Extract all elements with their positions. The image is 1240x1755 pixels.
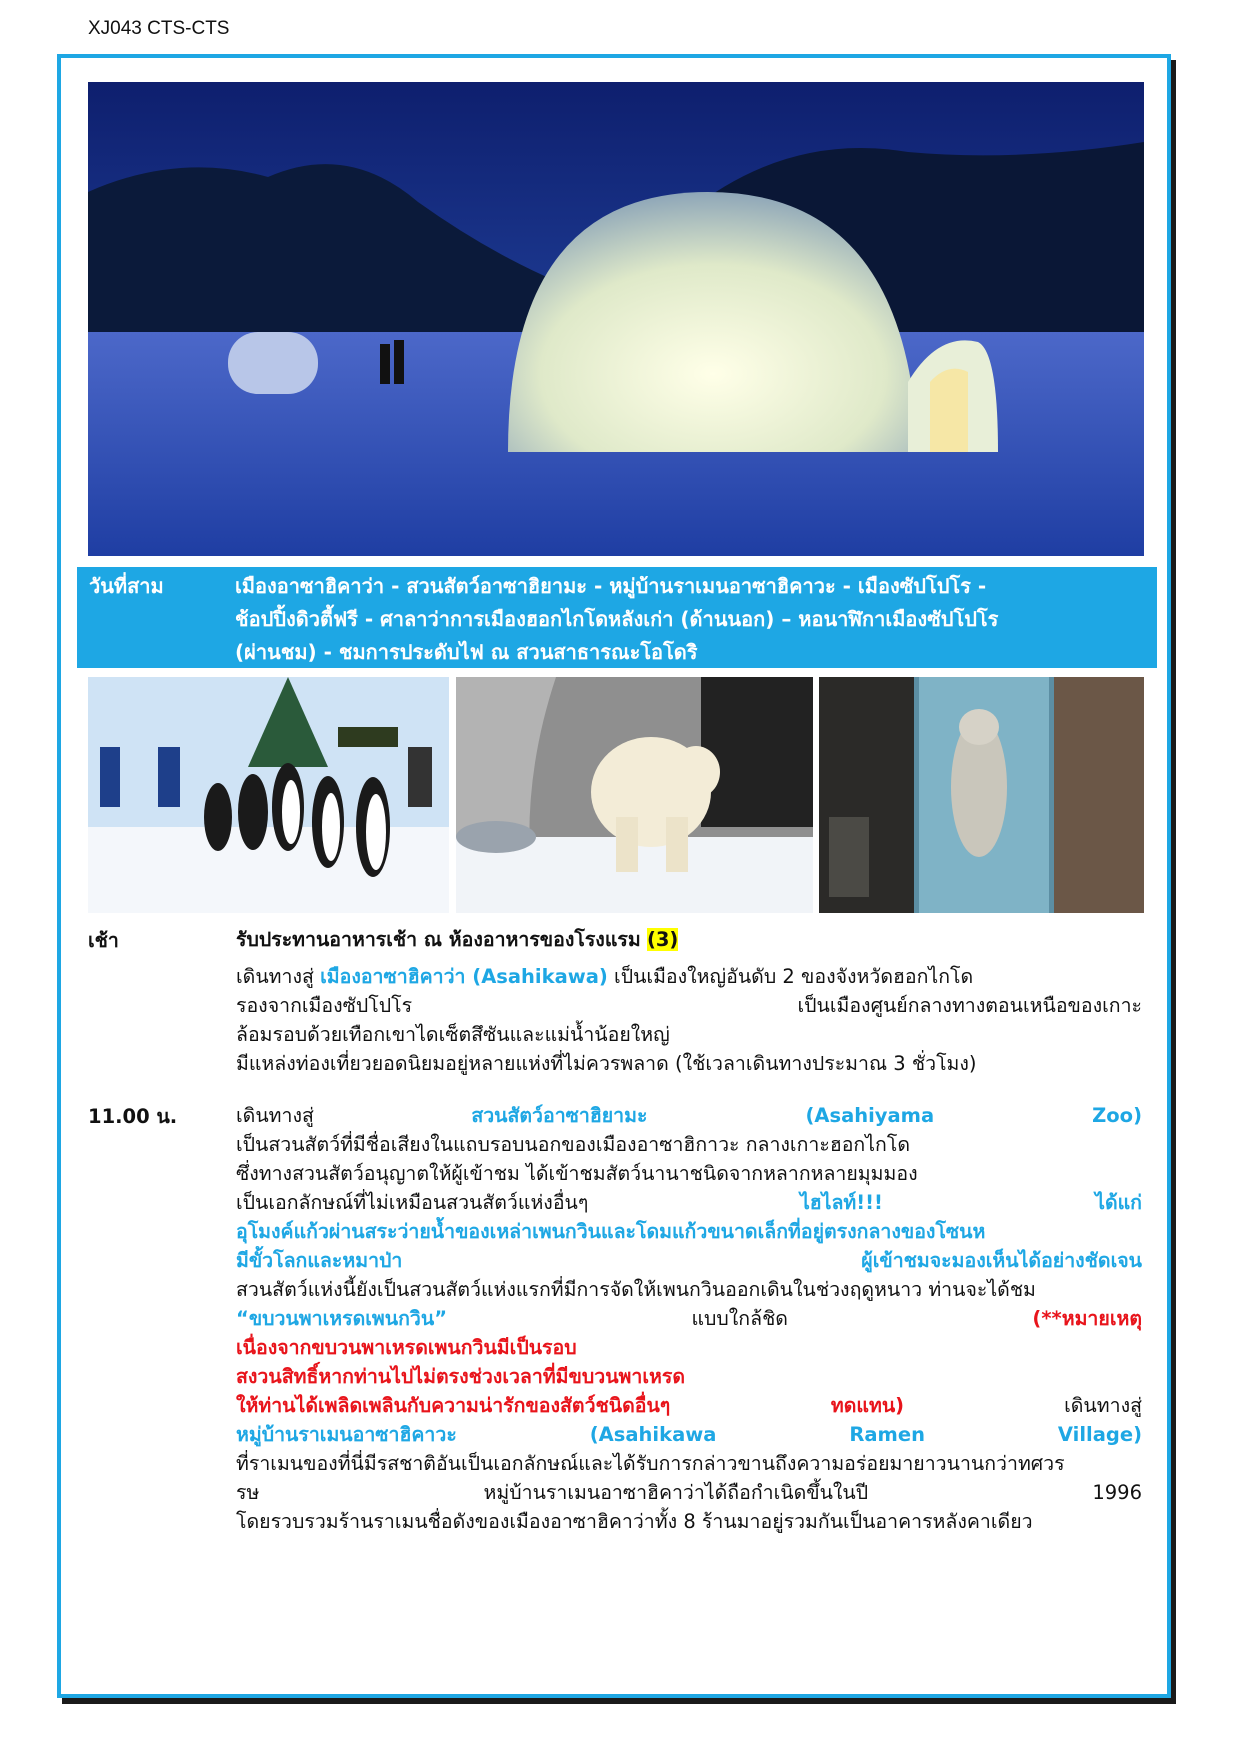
note-text: ให้ท่านได้เพลิดเพลินกับความน่ารักของสัตว์ชนิดอื่นๆ ทดแทน) — [236, 1394, 905, 1417]
breakfast-text: รับประทานอาหารเช้า ณ ห้องอาหารของโรงแรม — [236, 928, 641, 951]
text-line: ที่ราเมนของที่นี่มีรสชาติอันเป็นเอกลักษณ์และได้รับการกล่าวขานถึงความอร่อยมายาวนานกว่าทศวร — [236, 1452, 1065, 1475]
day-banner — [77, 567, 1157, 668]
text-line: เป็นสวนสัตว์ที่มีชื่อเสียงในแถบรอบนอกของเมืองอาซาฮิกาวะ กลางเกาะฮอกไกโด — [236, 1133, 910, 1156]
time-label: เช้า — [88, 929, 119, 952]
text-line: สงวนสิทธิ์หากท่านไปไม่ตรงช่วงเวลาที่มีขบวนพาเหรด — [236, 1365, 685, 1388]
place-asahikawa: เมืองอาซาฮิคาว่า (Asahikawa) — [320, 965, 608, 988]
photo-strip — [88, 677, 1144, 913]
meal-number-badge: (3) — [646, 928, 679, 951]
text-line: เดินทางสู่ สวนสัตว์อาซาฮิยามะ (Asahiyama Zoo) — [236, 1104, 1142, 1127]
text-line: มีแหล่งท่องเที่ยวยอดนิยมอยู่หลายแห่งที่ไม่ควรพลาด (ใช้เวลาเดินทางประมาณ 3 ชั่วโมง) — [236, 1052, 977, 1075]
day-title — [235, 570, 1150, 669]
text-line: ให้ท่านได้เพลิดเพลินกับความน่ารักของสัตว์ชนิดอื่นๆ ทดแทน) เดินทางสู่ — [236, 1394, 1142, 1417]
text-line: เป็นเอกลักษณ์ที่ไม่เหมือนสวนสัตว์แห่งอื่นๆ ไฮไลท์!!! ได้แก่ — [236, 1191, 1142, 1214]
day-title-line: (ผ่านชม) - ชมการประดับไฟ ณ สวนสาธารณะโอโดริ — [235, 640, 698, 664]
text-line: โดยรวบรวมร้านราเมนชื่อดังของเมืองอาซาฮิคาว่าทั้ง 8 ร้านมาอยู่รวมกันเป็นอาคารหลังคาเดียว — [236, 1510, 1033, 1533]
highlight-label: ไฮไลท์!!! ได้แก่ — [799, 1191, 1142, 1214]
text-line: อุโมงค์แก้วผ่านสระว่ายน้ำของเหล่าเพนกวินและโดมแก้วขนาดเล็กที่อยู่ตรงกลางของโซนห — [236, 1220, 986, 1243]
polar-bear-photo — [456, 677, 813, 913]
text-line: ซึ่งทางสวนสัตว์อนุญาตให้ผู้เข้าชม ได้เข้าชมสัตว์นานาชนิดจากหลากหลายมุมมอง — [236, 1162, 918, 1185]
text-line: มีขั้วโลกและหมาป่า ผู้เข้าชมจะมองเห็นได้อย่างชัดเจน — [236, 1249, 1142, 1272]
seal-tank-photo — [819, 677, 1144, 913]
text-line: เนื่องจากขบวนพาเหรดเพนกวินมีเป็นรอบ — [236, 1336, 577, 1359]
place-ramen-village: หมู่บ้านราเมนอาซาฮิคาวะ (Asahikawa Ramen Village) — [236, 1423, 1142, 1446]
morning-description — [236, 962, 1142, 1078]
text-line: สวนสัตว์แห่งนี้ยังเป็นสวนสัตว์แห่งแรกที่มีการจัดให้เพนกวินออกเดินในช่วงฤดูหนาว ท่านจะได้ชม — [236, 1278, 1036, 1301]
note-label: (**หมายเหตุ — [1032, 1307, 1142, 1330]
day-title-line: เมืองอาซาฮิคาว่า - สวนสัตว์อาซาฮิยามะ - หมู่บ้านราเมนอาซาฮิคาวะ - เมืองซัปโปโร - — [235, 574, 987, 598]
time-label: 11.00 น. — [88, 1105, 178, 1128]
penguin-parade-label: “ขบวนพาเหรดเพนกวิน” — [236, 1307, 448, 1330]
document-code: XJ043 CTS-CTS — [88, 18, 230, 39]
place-asahiyama-zoo: สวนสัตว์อาซาฮิยามะ (Asahiyama Zoo) — [471, 1104, 1142, 1127]
text-line: “ขบวนพาเหรดเพนกวิน” แบบใกล้ชิด (**หมายเหตุ — [236, 1307, 1142, 1330]
text-line: เดินทางสู่ เมืองอาซาฮิคาว่า (Asahikawa) เป็นเมืองใหญ่อันดับ 2 ของจังหวัดฮอกไกโด — [236, 965, 974, 988]
zoo-description — [236, 1101, 1142, 1536]
hero-igloo-photo — [88, 82, 1144, 556]
day-title-line: ช้อปปิ้งดิวตี้ฟรี - ศาลาว่าการเมืองฮอกไกโดหลังเก่า (ด้านนอก) – หอนาฬิกาเมืองซัปโปโร — [235, 607, 999, 631]
penguin-parade-photo — [88, 677, 449, 913]
text-line: รษ หมู่บ้านราเมนอาซาฮิคาว่าได้ถือกำเนิดขึ้นในปี 1996 — [236, 1481, 1142, 1504]
breakfast-line — [236, 925, 1142, 954]
day-label: วันที่สาม — [89, 574, 164, 598]
text-line: ล้อมรอบด้วยเทือกเขาไดเซ็ตสึซันและแม่น้ำน้อยใหญ่ — [236, 1023, 670, 1046]
text-line: รองจากเมืองซัปโปโร เป็นเมืองศูนย์กลางทางตอนเหนือของเกาะ — [236, 994, 1142, 1017]
